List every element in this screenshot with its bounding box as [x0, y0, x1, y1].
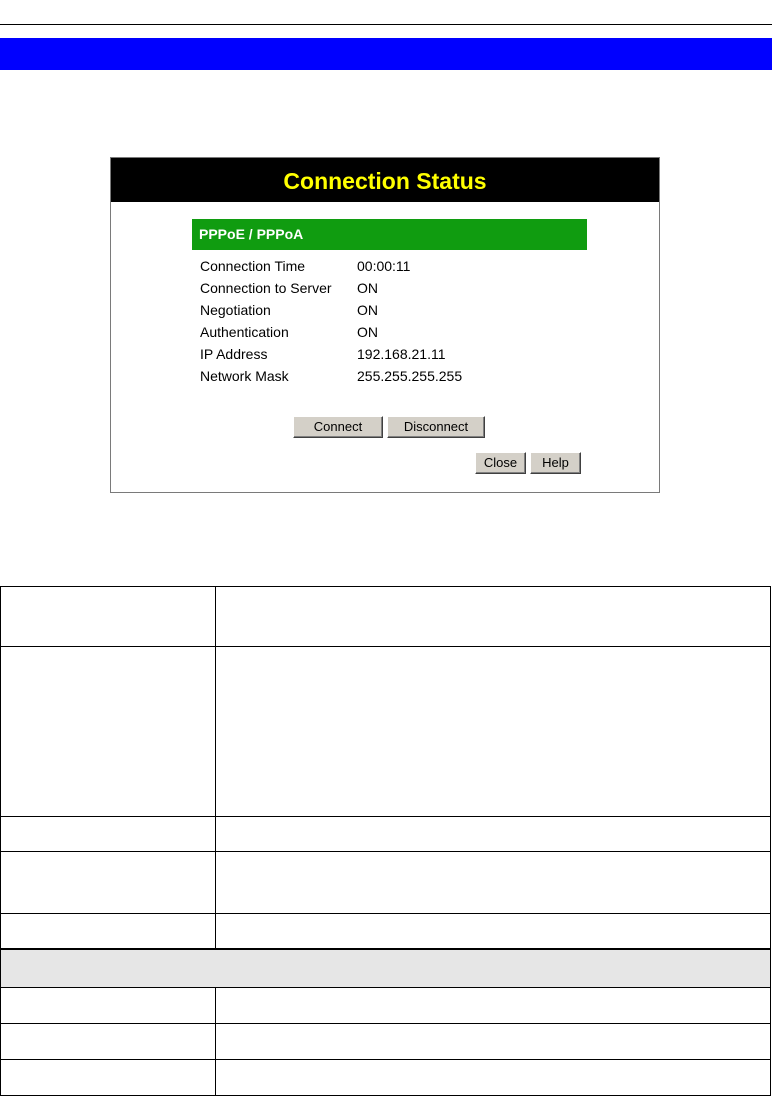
table-row: [1, 851, 771, 913]
table-cell: [216, 587, 771, 647]
connect-button[interactable]: Connect: [293, 416, 383, 438]
status-label: Connection to Server: [200, 280, 332, 296]
table-row: [1, 647, 771, 817]
table-row: [1, 987, 771, 1023]
table-cell: [1, 913, 216, 949]
status-label: Negotiation: [200, 302, 271, 318]
table-cell: [1, 817, 216, 851]
table-cell: [216, 1023, 771, 1059]
table-row: [1, 817, 771, 851]
status-row-negotiation: [200, 302, 462, 324]
section-header-pppoe: PPPoE / PPPoA: [192, 219, 587, 250]
window-title: Connection Status: [111, 158, 659, 202]
table-cell: [1, 1059, 216, 1095]
table-row: [1, 1023, 771, 1059]
table-row: [1, 587, 771, 647]
table-cell: [216, 987, 771, 1023]
table-cell: [1, 647, 216, 817]
status-value: ON: [357, 280, 378, 296]
table-cell: [216, 1059, 771, 1095]
status-row-network-mask: [200, 368, 462, 390]
description-table: [0, 586, 771, 1096]
status-value: 00:00:11: [357, 258, 411, 274]
close-button[interactable]: Close: [475, 452, 526, 474]
table-cell: [216, 647, 771, 817]
table-cell: [216, 817, 771, 851]
table-cell: [216, 851, 771, 913]
help-button[interactable]: Help: [530, 452, 581, 474]
table-cell: [1, 587, 216, 647]
status-label: Network Mask: [200, 368, 289, 384]
status-value: 192.168.21.11: [357, 346, 446, 362]
status-label: Authentication: [200, 324, 289, 340]
page-header-rule: [0, 0, 772, 25]
table-row: [1, 1059, 771, 1095]
table-section-header-row: [1, 949, 771, 987]
table-cell: [1, 987, 216, 1023]
status-value: ON: [357, 302, 378, 318]
status-value: 255.255.255.255: [357, 368, 463, 384]
status-label: Connection Time: [200, 258, 306, 274]
status-row-ip-address: [200, 346, 462, 368]
disconnect-button[interactable]: Disconnect: [387, 416, 485, 438]
table-cell: [1, 1023, 216, 1059]
table-row: [1, 913, 771, 949]
status-row-authentication: [200, 324, 462, 346]
table-cell: [1, 851, 216, 913]
table-cell: [216, 913, 771, 949]
table-cell: [1, 949, 771, 987]
status-value: ON: [357, 324, 378, 340]
status-list: [200, 258, 462, 390]
status-row-connection-to-server: [200, 280, 462, 302]
status-row-connection-time: [200, 258, 462, 280]
status-label: IP Address: [200, 346, 268, 362]
connection-status-window: [110, 157, 660, 493]
chapter-banner: [0, 38, 772, 70]
